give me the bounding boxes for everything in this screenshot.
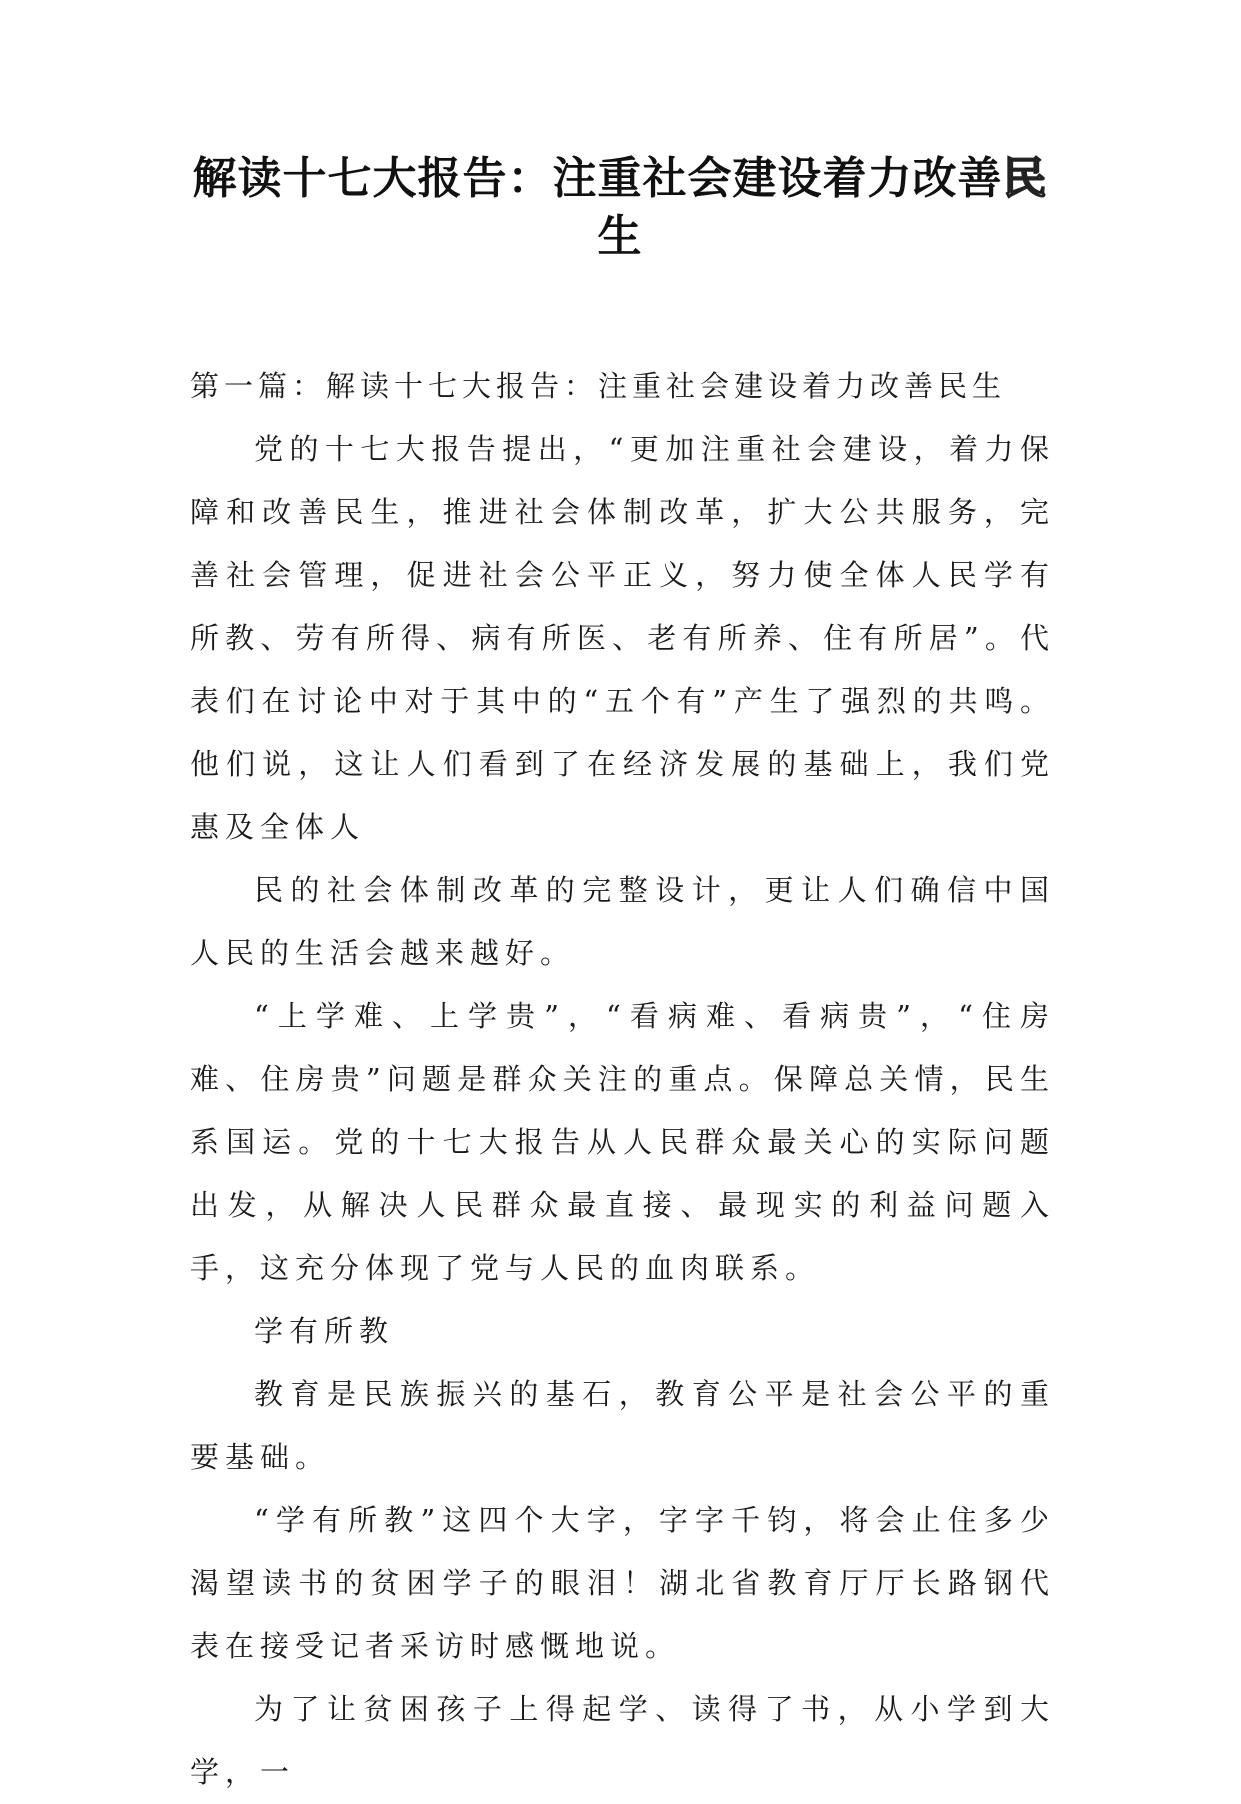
paragraph: 为了让贫困孩子上得起学、读得了书，从小学到大学，一 bbox=[190, 1692, 1055, 1789]
document-body bbox=[190, 355, 1055, 1804]
title-line-2: 生 bbox=[597, 211, 643, 262]
section-heading: 第一篇：解读十七大报告：注重社会建设着力改善民生 bbox=[190, 369, 1007, 403]
paragraph: 民的社会体制改革的完整设计，更让人们确信中国人民的生活会越来越好。 bbox=[190, 873, 1055, 970]
title-outlined-char: 民 bbox=[1002, 153, 1048, 204]
paragraph: 党的十七大报告提出，“更加注重社会建设，着力保障和改善民生，推进社会体制改革，扩大公共服务，完善社会管理，促进社会公平正义，努力使全体人民学有所教、劳有所得、病有所医、老有所养、住有所居”。代表们在讨论中对于其中的“五个有”产生了强烈的共鸣。他们说，这让人们看到了在经济发展的基础上，我们党惠及全体人 bbox=[190, 432, 1055, 844]
subheading: 学有所教 bbox=[254, 1314, 395, 1348]
document-title bbox=[170, 150, 1070, 266]
paragraph: “上学难、上学贵”，“看病难、看病贵”，“住房难、住房贵”问题是群众关注的重点。保障总关情，民生系国运。党的十七大报告从人民群众最关心的实际问题出发，从解决人民群众最直接、最现实的利益问题入手，这充分体现了党与人民的血肉联系。 bbox=[190, 999, 1055, 1285]
paragraph: 教育是民族振兴的基石，教育公平是社会公平的重要基础。 bbox=[190, 1377, 1055, 1474]
paragraph: “学有所教”这四个大字，字字千钧，将会止住多少渴望读书的贫困学子的眼泪！湖北省教育厅厅长路钢代表在接受记者采访时感慨地说。 bbox=[190, 1503, 1055, 1663]
title-line-1-text: 解读十七大报告：注重社会建设着力改善 bbox=[192, 153, 1003, 204]
title-line-1 bbox=[170, 150, 1070, 208]
